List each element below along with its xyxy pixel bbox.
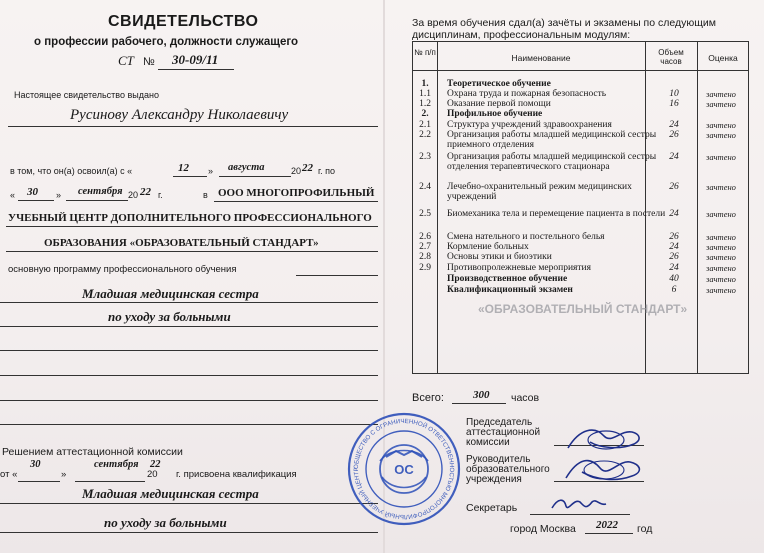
issued-label: Настоящее свидетельство выдано: [14, 90, 159, 100]
header-hours: Объем часов: [658, 48, 684, 66]
number-sign: №: [143, 56, 155, 68]
period-end-in: в: [203, 190, 208, 200]
table-row-name: Теоретическое обучение: [447, 79, 551, 89]
table-col-divider-1: [437, 42, 438, 373]
program-label-underline: [296, 275, 378, 276]
table-row-grade: зачтено: [706, 274, 736, 284]
head-label-line-1: Руководитель: [466, 454, 531, 465]
table-row-grade: зачтено: [706, 130, 736, 140]
table-row-grade: зачтено: [706, 232, 736, 242]
chair-label: [466, 418, 540, 448]
program-line-2-underline: [0, 326, 378, 327]
period-end-day: 30: [27, 186, 38, 198]
blank-line-2: [0, 375, 378, 376]
table-row-hours: 24: [669, 242, 679, 252]
chair-label-line-3: комиссии: [466, 437, 510, 448]
table-row-name: Основы этики и биоэтики: [447, 252, 552, 262]
period-start-year: 22: [302, 162, 313, 174]
org-line-2-underline: [6, 226, 378, 227]
series-prefix: СТ: [118, 53, 134, 68]
table-row-num: 2.8: [419, 252, 431, 262]
table-row-name: Кормление больных: [447, 242, 529, 252]
table-row-grade: зачтено: [706, 120, 736, 130]
period-end-yearsuffix: г.: [158, 190, 163, 200]
commission-from: от «: [0, 469, 18, 480]
commission-close: »: [61, 469, 67, 480]
head-signature: [560, 450, 650, 486]
table-row-hours: 24: [669, 152, 679, 162]
table-row-grade: зачтено: [706, 263, 736, 273]
city-year: 2022: [596, 519, 618, 531]
certificate-subtitle: о профессии рабочего, должности служащего: [34, 36, 299, 48]
commission-month: сентября: [94, 459, 139, 470]
holder-underline: [8, 126, 378, 127]
table-row-name: Организация работы младшей медицинской сестры отделения терапевтического стационара: [447, 152, 657, 172]
table-row-grade: зачтено: [706, 242, 736, 252]
blank-line-1: [0, 350, 378, 351]
certificate-title: СВИДЕТЕЛЬСТВО: [108, 13, 259, 30]
qualification-line-2: по уходу за больными: [104, 515, 227, 530]
program-line-2: по уходу за больными: [108, 309, 231, 324]
city-year-suffix: год: [637, 523, 653, 535]
subjects-table: [412, 41, 749, 374]
city-label: город Москва: [510, 523, 576, 535]
commission-year: 22: [150, 459, 161, 470]
period-start-day-line: [173, 176, 207, 177]
org-line-1-underline: [214, 201, 378, 202]
table-row-name: Организация работы младшей медицинской сестры приемного отделения: [447, 130, 657, 150]
period-start-day: 12: [178, 162, 189, 174]
table-row-num: 2.7: [419, 242, 431, 252]
qualification-line-1: Младшая медицинская сестра: [82, 486, 259, 501]
table-header-divider: [413, 70, 748, 71]
table-row-num: 2.1: [419, 120, 431, 130]
head-label-line-2: образовательного: [466, 464, 550, 475]
stamp-ring-text: ОБЩЕСТВО С ОГРАНИЧЕННОЙ ОТВЕТСТВЕННОСТЬЮ МНОГОПРОФИЛЬНЫЙ УЧЕБНЫЙ ЦЕНТР: [352, 417, 456, 521]
org-line-3-underline: [6, 251, 378, 252]
table-row-num: 1.2: [419, 99, 431, 109]
table-row-hours: 24: [669, 209, 679, 219]
program-label: основную программу профессионального обучения: [8, 264, 237, 275]
commission-label: Решением аттестационной комиссии: [2, 446, 183, 458]
commission-yearsuffix: г. присвоена квалификация: [176, 469, 297, 480]
table-row-hours: 40: [669, 274, 679, 284]
stamp-center-text: ОС: [394, 462, 414, 477]
certificate-number: 30-09/11: [172, 52, 219, 67]
table-row-num: 2.6: [419, 232, 431, 242]
table-row-name: Профильное обучение: [447, 109, 543, 119]
table-row-grade: зачтено: [706, 182, 736, 192]
watermark-text: «ОБРАЗОВАТЕЛЬНЫЙ СТАНДАРТ»: [478, 302, 688, 316]
table-row-name: Структура учреждений здравоохранения: [447, 120, 612, 130]
secretary-label: Секретарь: [466, 502, 518, 514]
table-row-hours: 6: [671, 285, 677, 295]
table-row-name: Охрана труда и пожарная безопасность: [447, 89, 607, 99]
org-line-2: УЧЕБНЫЙ ЦЕНТР ДОПОЛНИТЕЛЬНОГО ПРОФЕССИОНАЛЬНОГО: [8, 212, 372, 224]
city-year-underline: [585, 533, 633, 534]
table-row-hours: 16: [669, 99, 679, 109]
period-start-month-line: [219, 176, 291, 177]
number-underline: [158, 69, 234, 70]
table-row-grade: зачтено: [706, 99, 736, 109]
intro-line-2: дисциплинам, профессиональным модулям:: [412, 29, 631, 41]
table-row-hours: 26: [669, 182, 679, 192]
table-row-hours: 10: [669, 89, 679, 99]
head-label-line-3: учреждения: [466, 474, 522, 485]
total-label: Всего:: [412, 392, 444, 404]
table-row-num: 2.2: [419, 130, 431, 140]
intro-line-1: За время обучения сдал(а) зачёты и экзамены по следующим: [412, 17, 716, 29]
blank-line-4: [0, 424, 378, 425]
program-line-1-underline: [0, 302, 378, 303]
table-row-num: 2.4: [419, 182, 431, 192]
period-label: в том, что он(а) освоил(а) с «: [10, 166, 133, 176]
period-end-month: сентября: [78, 186, 123, 197]
period-end-yearprefix: 20: [128, 190, 139, 200]
secretary-signature: [548, 492, 618, 516]
org-line-3: ОБРАЗОВАНИЯ «ОБРАЗОВАТЕЛЬНЫЙ СТАНДАРТ»: [44, 237, 319, 249]
chair-label-line-2: аттестационной: [466, 427, 541, 438]
commission-day-line: [18, 481, 60, 482]
table-row-name: Квалификационный экзамен: [447, 285, 573, 295]
qualification-line-1-underline: [0, 503, 378, 504]
header-grade: Оценка: [708, 53, 738, 63]
table-row-name: Лечебно-охранительный режим медицинских учреждений: [447, 182, 632, 202]
table-row-grade: зачтено: [706, 152, 736, 162]
header-name: Наименование: [511, 53, 571, 63]
table-row-hours: 26: [669, 130, 679, 140]
total-underline: [452, 403, 506, 404]
chair-label-line-1: Председатель: [466, 417, 533, 428]
period-start-yearprefix: 20: [291, 166, 302, 176]
qualification-line-2-underline: [0, 532, 378, 533]
table-row-hours: 26: [669, 252, 679, 262]
header-num: № п/п: [414, 48, 436, 57]
org-line-1: ООО МНОГОПРОФИЛЬНЫЙ: [218, 187, 375, 199]
quote-close-1: »: [208, 166, 214, 176]
commission-day: 30: [30, 459, 41, 470]
table-row-num: 2.3: [419, 152, 431, 162]
period-end-close: »: [56, 190, 62, 200]
period-end-day-line: [18, 200, 54, 201]
table-row-grade: зачтено: [706, 209, 736, 219]
table-row-hours: 24: [669, 120, 679, 130]
commission-month-line: [75, 481, 145, 482]
commission-yearprefix: 20: [147, 469, 158, 480]
total-unit: часов: [511, 392, 540, 404]
total-value: 300: [473, 389, 490, 401]
table-row-num: 1.1: [419, 89, 431, 99]
program-line-1: Младшая медицинская сестра: [82, 286, 259, 301]
period-end-open: «: [10, 190, 16, 200]
period-start-yearsuffix: г. по: [318, 166, 336, 176]
period-end-month-line: [66, 200, 128, 201]
table-row-hours: 24: [669, 263, 679, 273]
blank-line-3: [0, 400, 378, 401]
table-row-name: Смена нательного и постельного белья: [447, 232, 605, 242]
period-end-year: 22: [140, 186, 151, 198]
table-row-num: 2.5: [419, 209, 431, 219]
table-row-grade: зачтено: [706, 252, 736, 262]
holder-name: Русинову Александру Николаевичу: [70, 107, 289, 123]
table-row-grade: зачтено: [706, 89, 736, 99]
table-row-num: 1.: [421, 79, 429, 89]
table-row-num: 2.9: [419, 263, 431, 273]
head-label: [466, 455, 550, 485]
table-row-num: 2.: [421, 109, 429, 119]
table-row-hours: 26: [669, 232, 679, 242]
table-row-grade: зачтено: [706, 285, 736, 295]
round-stamp: [346, 411, 462, 527]
table-row-name: Противопролежневые мероприятия: [447, 263, 592, 273]
period-start-month: августа: [228, 162, 265, 173]
table-row-name: Биомеханика тела и перемещение пациента в постели: [447, 209, 666, 219]
table-row-name: Производственное обучение: [447, 274, 568, 284]
table-row-name: Оказание первой помощи: [447, 99, 551, 109]
